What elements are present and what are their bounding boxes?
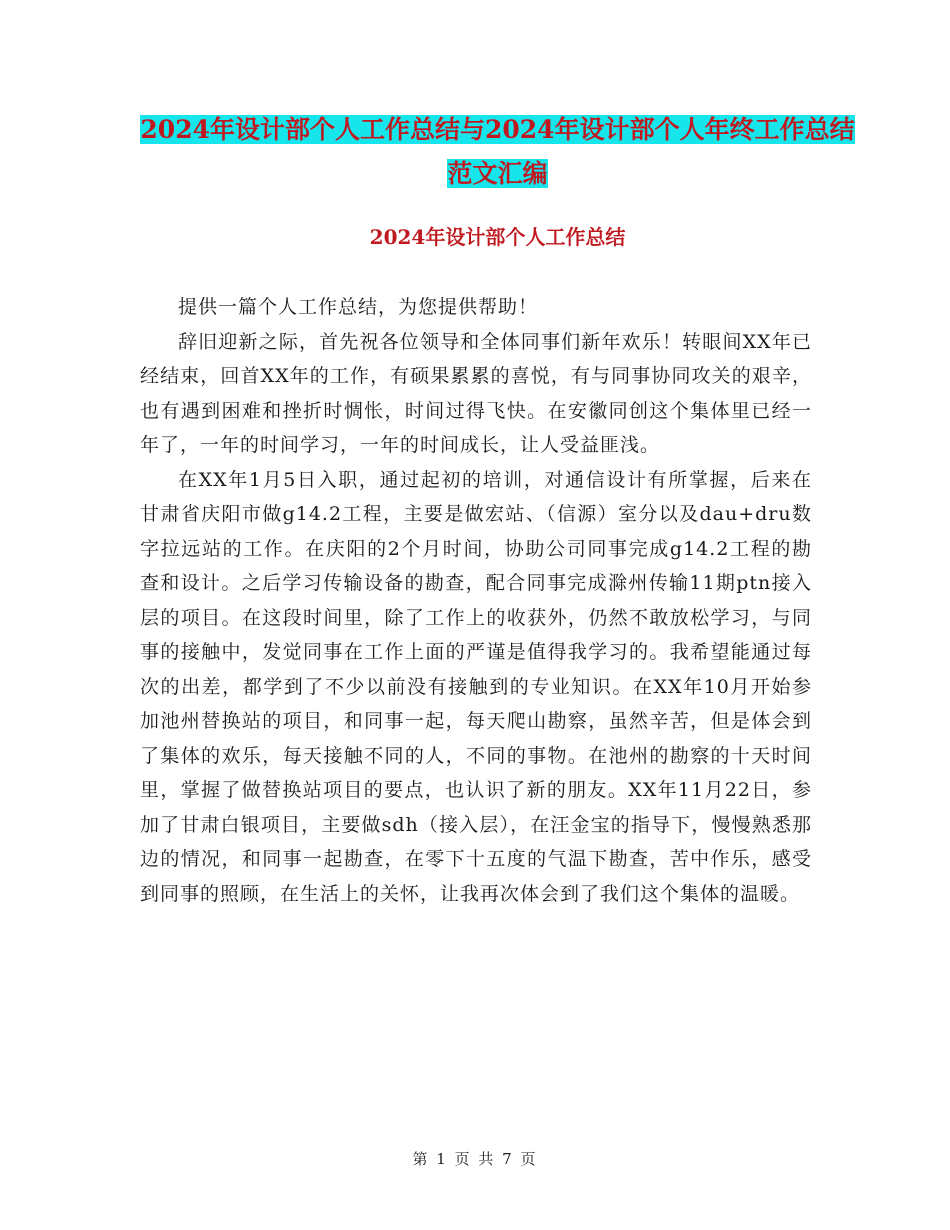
paragraph-new-year: 辞旧迎新之际，首先祝各位领导和全体同事们新年欢乐！转眼间XX年已经结束，回首XX年的工作，有硕果累累的喜悦，有与同事协同攻关的艰辛，也有遇到困难和挫折时惆怅，时间过得飞快。在安徽同创这个集体里已经一年了，一年的时间学习，一年的时间成长，让人受益匪浅。 [140, 330, 812, 456]
footer-middle: 页 共 [454, 1150, 496, 1168]
document-title [140, 108, 855, 196]
footer-prefix: 第 [412, 1150, 430, 1168]
document-body [140, 290, 812, 911]
document-title-highlight: 2024年设计部个人工作总结与2024年设计部个人年终工作总结范文汇编 [140, 115, 855, 188]
paragraph-work-history: 在XX年1月5日入职，通过起初的培训，对通信设计有所掌握，后来在甘肃省庆阳市做g14.2工程，主要是做宏站、（信源）室分以及dau+dru数字拉远站的工作。在庆阳的2个月时间，协助公司同事完成g14.2工程的勘查和设计。之后学习传输设备的勘查，配合同事完成滁州传输11期ptn接入层的项目。在这段时间里，除了工作上的收获外，仍然不敢放松学习，与同事的接触中，发觉同事在工作上面的严谨是值得我学习的。我希望能通过每次的出差，都学到了不少以前没有接触到的专业知识。在XX年10月开始参加池州替换站的项目，和同事一起，每天爬山勘察，虽然辛苦，但是体会到了集体的欢乐，每天接触不同的人，不同的事物。在池州的勘察的十天时间里，掌握了做替换站项目的要点，也认识了新的朋友。XX年11月22日，参加了甘肃白银项目，主要做sdh（接入层），在汪金宝的指导下，慢慢熟悉那边的情况，和同事一起勘查，在零下十五度的气温下勘查，苦中作乐，感受到同事的照顾，在生活上的关怀，让我再次体会到了我们这个集体的温暖。 [140, 468, 812, 905]
footer-current-page: 1 [436, 1150, 448, 1168]
section-title: 2024年设计部个人工作总结 [369, 225, 626, 249]
footer-total-pages: 7 [502, 1150, 514, 1168]
footer-suffix: 页 [520, 1150, 538, 1168]
page-footer [0, 1148, 950, 1169]
paragraph-intro: 提供一篇个人工作总结，为您提供帮助！ [178, 296, 539, 318]
